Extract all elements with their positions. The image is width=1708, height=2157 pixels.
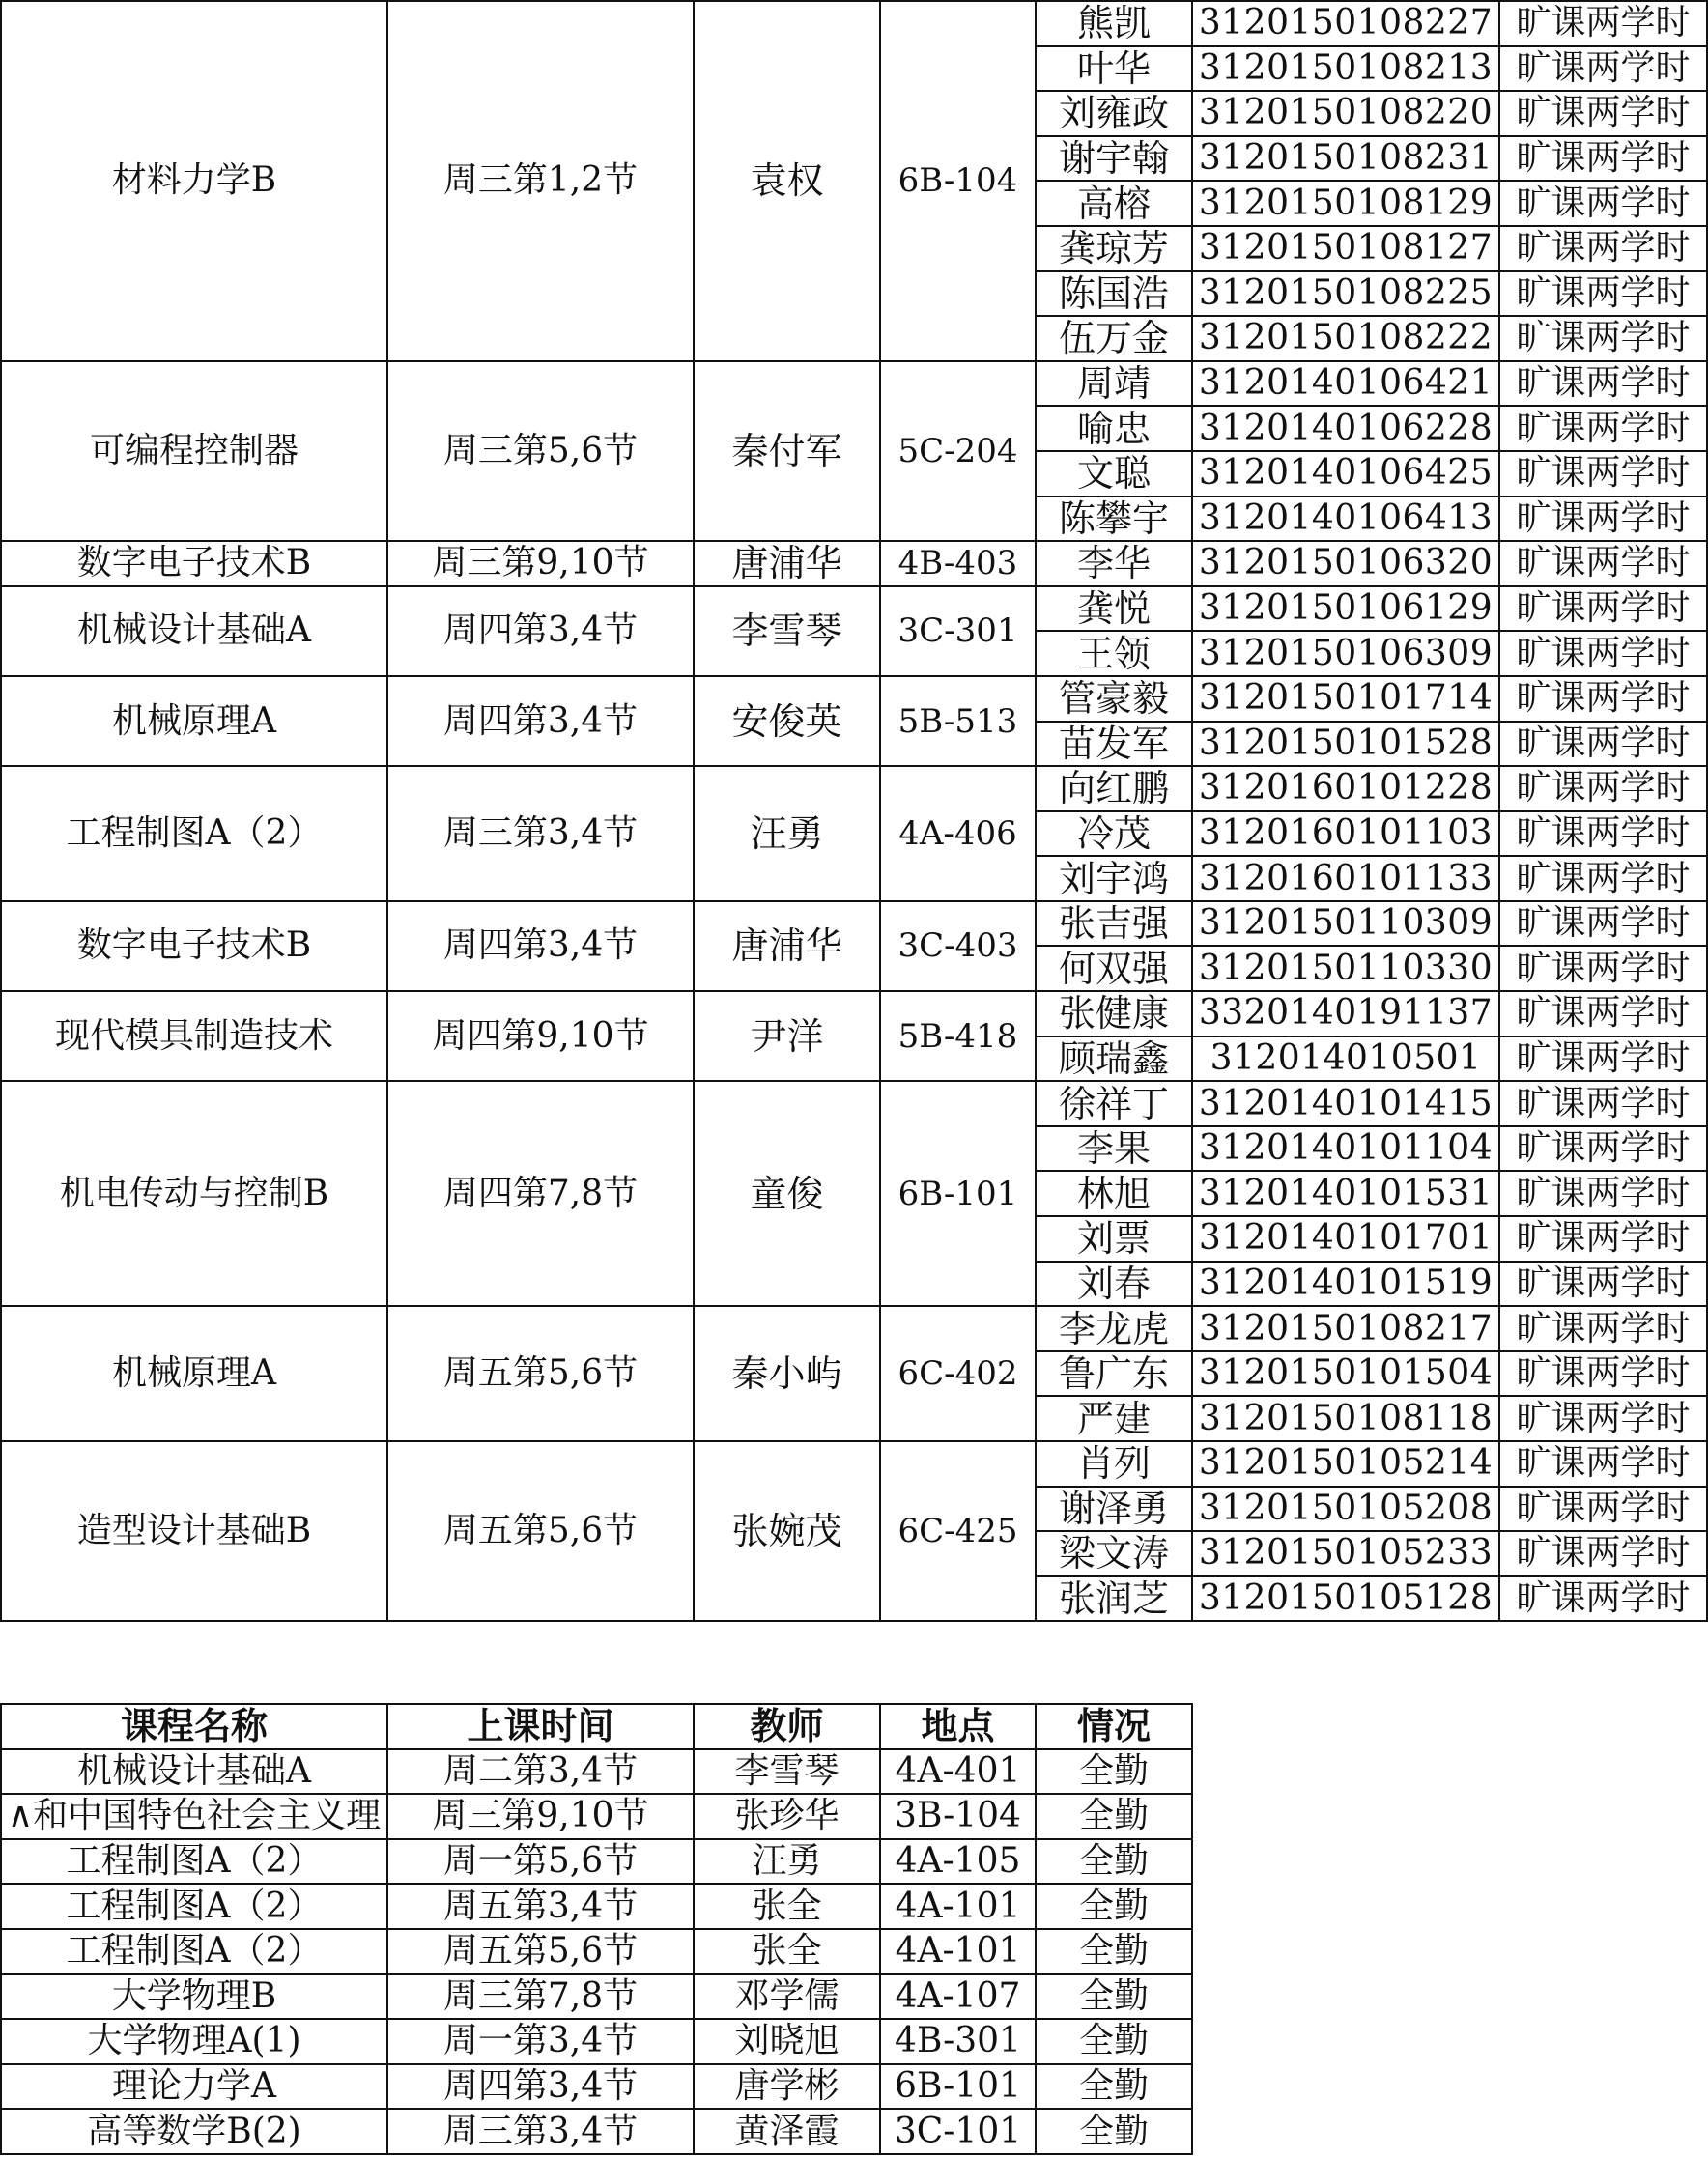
- course-cell: ∧和中国特色社会主义理: [1, 1794, 387, 1839]
- room-cell: 4A-107: [880, 1974, 1036, 2020]
- course-cell: 工程制图A（2）: [1, 1929, 387, 1974]
- status-cell: 旷课两学时: [1499, 586, 1707, 632]
- student-name-cell: 张健康: [1036, 991, 1192, 1036]
- table-row: [1, 1081, 1707, 1126]
- attendance-table-body: [1, 1749, 1192, 2154]
- room-cell: 6C-425: [880, 1441, 1036, 1621]
- student-id-cell: 3120140101519: [1192, 1262, 1499, 1307]
- student-name-cell: 梁文涛: [1036, 1531, 1192, 1576]
- student-name-cell: 李果: [1036, 1126, 1192, 1172]
- course-cell: 机械原理A: [1, 676, 387, 766]
- room-cell: 4A-101: [880, 1929, 1036, 1974]
- status-cell: 旷课两学时: [1499, 1216, 1707, 1262]
- student-name-cell: 王领: [1036, 631, 1192, 676]
- teacher-cell: 袁权: [694, 1, 880, 361]
- student-id-cell: 3120160101228: [1192, 766, 1499, 811]
- course-cell: 材料力学B: [1, 1, 387, 361]
- table-row: [1, 1974, 1192, 2020]
- room-cell: 6B-101: [880, 2064, 1036, 2110]
- header-course: 课程名称: [1, 1704, 387, 1749]
- status-cell: 旷课两学时: [1499, 226, 1707, 271]
- status-cell: 全勤: [1036, 1749, 1192, 1795]
- room-cell: 4B-403: [880, 541, 1036, 586]
- course-cell: 机电传动与控制B: [1, 1081, 387, 1306]
- student-id-cell: 3120140101104: [1192, 1126, 1499, 1172]
- table-row: [1, 766, 1707, 811]
- student-name-cell: 冷茂: [1036, 811, 1192, 857]
- teacher-cell: 尹洋: [694, 991, 880, 1081]
- student-name-cell: 谢泽勇: [1036, 1487, 1192, 1532]
- student-name-cell: 肖列: [1036, 1441, 1192, 1487]
- status-cell: 旷课两学时: [1499, 541, 1707, 586]
- student-id-cell: 3120150108118: [1192, 1396, 1499, 1441]
- table-row: [1, 1884, 1192, 1929]
- student-id-cell: 3120150108225: [1192, 271, 1499, 317]
- student-name-cell: 李华: [1036, 541, 1192, 586]
- student-id-cell: 3120150108127: [1192, 226, 1499, 271]
- student-name-cell: 高榕: [1036, 181, 1192, 226]
- course-cell: 工程制图A（2）: [1, 1839, 387, 1885]
- student-id-cell: 3120160101103: [1192, 811, 1499, 857]
- status-cell: 全勤: [1036, 1884, 1192, 1929]
- student-name-cell: 伍万金: [1036, 316, 1192, 361]
- status-cell: 全勤: [1036, 2064, 1192, 2110]
- time-cell: 周三第7,8节: [387, 1974, 694, 2020]
- table-row: [1, 2019, 1192, 2064]
- student-name-cell: 严建: [1036, 1396, 1192, 1441]
- room-cell: 6C-402: [880, 1306, 1036, 1441]
- status-cell: 旷课两学时: [1499, 1126, 1707, 1172]
- student-name-cell: 张吉强: [1036, 901, 1192, 947]
- time-cell: 周二第3,4节: [387, 1749, 694, 1795]
- teacher-cell: 汪勇: [694, 1839, 880, 1885]
- table-row: [1, 1749, 1192, 1795]
- course-cell: 高等数学B(2): [1, 2109, 387, 2154]
- student-name-cell: 苗发军: [1036, 722, 1192, 767]
- table-row: [1, 586, 1707, 632]
- teacher-cell: 童俊: [694, 1081, 880, 1306]
- course-cell: 机械设计基础A: [1, 586, 387, 676]
- student-id-cell: 3120140101415: [1192, 1081, 1499, 1126]
- status-cell: 旷课两学时: [1499, 451, 1707, 497]
- status-cell: 旷课两学时: [1499, 1531, 1707, 1576]
- status-cell: 旷课两学时: [1499, 1306, 1707, 1351]
- course-cell: 机械设计基础A: [1, 1749, 387, 1795]
- teacher-cell: 刘晓旭: [694, 2019, 880, 2064]
- table-row: [1, 991, 1707, 1036]
- course-cell: 造型设计基础B: [1, 1441, 387, 1621]
- student-name-cell: 周靖: [1036, 361, 1192, 407]
- absence-table-body: [1, 1, 1707, 1621]
- teacher-cell: 黄泽霞: [694, 2109, 880, 2154]
- student-name-cell: 熊凯: [1036, 1, 1192, 46]
- status-cell: 旷课两学时: [1499, 271, 1707, 317]
- table-row: [1, 541, 1707, 586]
- student-id-cell: 3120150108129: [1192, 181, 1499, 226]
- student-id-cell: 3120150108222: [1192, 316, 1499, 361]
- time-cell: 周一第3,4节: [387, 2019, 694, 2064]
- course-cell: 数字电子技术B: [1, 541, 387, 586]
- student-name-cell: 顾瑞鑫: [1036, 1036, 1192, 1082]
- room-cell: 6B-104: [880, 1, 1036, 361]
- student-name-cell: 叶华: [1036, 46, 1192, 92]
- table-row: [1, 2109, 1192, 2154]
- status-cell: 旷课两学时: [1499, 1, 1707, 46]
- student-id-cell: 3120150108213: [1192, 46, 1499, 92]
- room-cell: 3C-101: [880, 2109, 1036, 2154]
- student-name-cell: 何双强: [1036, 946, 1192, 991]
- student-id-cell: 3120150106129: [1192, 586, 1499, 632]
- student-id-cell: 3320140191137: [1192, 991, 1499, 1036]
- student-id-cell: 3120150110309: [1192, 901, 1499, 947]
- status-cell: 旷课两学时: [1499, 946, 1707, 991]
- student-name-cell: 喻忠: [1036, 406, 1192, 451]
- status-cell: 全勤: [1036, 1839, 1192, 1885]
- status-cell: 旷课两学时: [1499, 1262, 1707, 1307]
- student-name-cell: 谢宇翰: [1036, 136, 1192, 182]
- room-cell: 3C-301: [880, 586, 1036, 676]
- student-name-cell: 龚琼芳: [1036, 226, 1192, 271]
- student-name-cell: 管豪毅: [1036, 676, 1192, 722]
- teacher-cell: 张全: [694, 1884, 880, 1929]
- student-id-cell: 3120150105128: [1192, 1576, 1499, 1622]
- status-cell: 旷课两学时: [1499, 1396, 1707, 1441]
- attendance-header: [1, 1704, 1192, 1749]
- status-cell: 旷课两学时: [1499, 181, 1707, 226]
- teacher-cell: 李雪琴: [694, 586, 880, 676]
- table-row: [1, 1, 1707, 46]
- status-cell: 旷课两学时: [1499, 91, 1707, 136]
- table-row: [1, 1794, 1192, 1839]
- teacher-cell: 张全: [694, 1929, 880, 1974]
- student-id-cell: 3120140101701: [1192, 1216, 1499, 1262]
- status-cell: 旷课两学时: [1499, 1351, 1707, 1397]
- student-name-cell: 鲁广东: [1036, 1351, 1192, 1397]
- room-cell: 6B-101: [880, 1081, 1036, 1306]
- table-row: [1, 361, 1707, 407]
- student-id-cell: 3120140106421: [1192, 361, 1499, 407]
- student-id-cell: 3120150105214: [1192, 1441, 1499, 1487]
- room-cell: 3C-403: [880, 901, 1036, 991]
- student-name-cell: 龚悦: [1036, 586, 1192, 632]
- student-name-cell: 刘雍政: [1036, 91, 1192, 136]
- room-cell: 4A-406: [880, 766, 1036, 901]
- student-id-cell: 3120150108231: [1192, 136, 1499, 182]
- time-cell: 周三第3,4节: [387, 2109, 694, 2154]
- student-id-cell: 3120150105233: [1192, 1531, 1499, 1576]
- status-cell: 旷课两学时: [1499, 1081, 1707, 1126]
- status-cell: 旷课两学时: [1499, 1441, 1707, 1487]
- student-name-cell: 张润芝: [1036, 1576, 1192, 1622]
- status-cell: 旷课两学时: [1499, 1576, 1707, 1622]
- student-id-cell: 3120150101528: [1192, 722, 1499, 767]
- time-cell: 周四第3,4节: [387, 676, 694, 766]
- course-cell: 机械原理A: [1, 1306, 387, 1441]
- student-id-cell: 3120150105208: [1192, 1487, 1499, 1532]
- teacher-cell: 汪勇: [694, 766, 880, 901]
- table-row: [1, 2064, 1192, 2110]
- room-cell: 5B-513: [880, 676, 1036, 766]
- status-cell: 旷课两学时: [1499, 1171, 1707, 1216]
- status-cell: 全勤: [1036, 1974, 1192, 2020]
- student-id-cell: 3120150108220: [1192, 91, 1499, 136]
- student-id-cell: 3120150106309: [1192, 631, 1499, 676]
- status-cell: 旷课两学时: [1499, 722, 1707, 767]
- teacher-cell: 李雪琴: [694, 1749, 880, 1795]
- student-id-cell: 3120150108227: [1192, 1, 1499, 46]
- status-cell: 全勤: [1036, 1794, 1192, 1839]
- status-cell: 旷课两学时: [1499, 901, 1707, 947]
- student-id-cell: 3120150108217: [1192, 1306, 1499, 1351]
- teacher-cell: 秦小屿: [694, 1306, 880, 1441]
- status-cell: 旷课两学时: [1499, 1487, 1707, 1532]
- table-row: [1, 1306, 1707, 1351]
- status-cell: 旷课两学时: [1499, 766, 1707, 811]
- status-cell: 旷课两学时: [1499, 406, 1707, 451]
- time-cell: 周五第3,4节: [387, 1884, 694, 1929]
- table-row: [1, 676, 1707, 722]
- course-cell: 可编程控制器: [1, 361, 387, 541]
- room-cell: 4A-401: [880, 1749, 1036, 1795]
- room-cell: 4A-101: [880, 1884, 1036, 1929]
- table-row: [1, 1929, 1192, 1974]
- attendance-table: [0, 1703, 1193, 2155]
- course-cell: 大学物理A(1): [1, 2019, 387, 2064]
- course-cell: 工程制图A（2）: [1, 1884, 387, 1929]
- attendance-header-row: [1, 1704, 1192, 1749]
- student-name-cell: 陈攀宇: [1036, 497, 1192, 542]
- teacher-cell: 张珍华: [694, 1794, 880, 1839]
- status-cell: 旷课两学时: [1499, 497, 1707, 542]
- time-cell: 周五第5,6节: [387, 1441, 694, 1621]
- student-id-cell: 3120150101504: [1192, 1351, 1499, 1397]
- room-cell: 4B-301: [880, 2019, 1036, 2064]
- course-cell: 现代模具制造技术: [1, 991, 387, 1081]
- student-name-cell: 刘春: [1036, 1262, 1192, 1307]
- student-name-cell: 文聪: [1036, 451, 1192, 497]
- course-cell: 数字电子技术B: [1, 901, 387, 991]
- teacher-cell: 唐学彬: [694, 2064, 880, 2110]
- student-id-cell: 3120150110330: [1192, 946, 1499, 991]
- status-cell: 旷课两学时: [1499, 316, 1707, 361]
- student-id-cell: 3120150101714: [1192, 676, 1499, 722]
- table-row: [1, 1441, 1707, 1487]
- header-time: 上课时间: [387, 1704, 694, 1749]
- teacher-cell: 唐浦华: [694, 901, 880, 991]
- course-cell: 理论力学A: [1, 2064, 387, 2110]
- time-cell: 周四第7,8节: [387, 1081, 694, 1306]
- status-cell: 旷课两学时: [1499, 136, 1707, 182]
- teacher-cell: 秦付军: [694, 361, 880, 541]
- student-id-cell: 3120160101133: [1192, 856, 1499, 901]
- teacher-cell: 张婉茂: [694, 1441, 880, 1621]
- status-cell: 旷课两学时: [1499, 811, 1707, 857]
- status-cell: 旷课两学时: [1499, 676, 1707, 722]
- status-cell: 旷课两学时: [1499, 46, 1707, 92]
- student-name-cell: 刘票: [1036, 1216, 1192, 1262]
- room-cell: 3B-104: [880, 1794, 1036, 1839]
- teacher-cell: 唐浦华: [694, 541, 880, 586]
- time-cell: 周三第9,10节: [387, 541, 694, 586]
- time-cell: 周五第5,6节: [387, 1306, 694, 1441]
- student-id-cell: 3120140106425: [1192, 451, 1499, 497]
- time-cell: 周三第5,6节: [387, 361, 694, 541]
- time-cell: 周五第5,6节: [387, 1929, 694, 1974]
- room-cell: 5B-418: [880, 991, 1036, 1081]
- time-cell: 周三第9,10节: [387, 1794, 694, 1839]
- status-cell: 旷课两学时: [1499, 991, 1707, 1036]
- student-name-cell: 陈国浩: [1036, 271, 1192, 317]
- time-cell: 周三第3,4节: [387, 766, 694, 901]
- header-room: 地点: [880, 1704, 1036, 1749]
- status-cell: 全勤: [1036, 2019, 1192, 2064]
- course-cell: 工程制图A（2）: [1, 766, 387, 901]
- teacher-cell: 安俊英: [694, 676, 880, 766]
- time-cell: 周一第5,6节: [387, 1839, 694, 1885]
- student-id-cell: 3120150106320: [1192, 541, 1499, 586]
- student-id-cell: 312014010501: [1192, 1036, 1499, 1082]
- student-id-cell: 3120140106228: [1192, 406, 1499, 451]
- status-cell: 全勤: [1036, 1929, 1192, 1974]
- room-cell: 5C-204: [880, 361, 1036, 541]
- status-cell: 旷课两学时: [1499, 631, 1707, 676]
- header-teacher: 教师: [694, 1704, 880, 1749]
- student-name-cell: 李龙虎: [1036, 1306, 1192, 1351]
- student-name-cell: 刘宇鸿: [1036, 856, 1192, 901]
- status-cell: 旷课两学时: [1499, 1036, 1707, 1082]
- time-cell: 周四第3,4节: [387, 901, 694, 991]
- time-cell: 周四第3,4节: [387, 586, 694, 676]
- student-id-cell: 3120140101531: [1192, 1171, 1499, 1216]
- student-name-cell: 徐祥丁: [1036, 1081, 1192, 1126]
- status-cell: 旷课两学时: [1499, 361, 1707, 407]
- student-id-cell: 3120140106413: [1192, 497, 1499, 542]
- table-row: [1, 901, 1707, 947]
- status-cell: 全勤: [1036, 2109, 1192, 2154]
- header-status: 情况: [1036, 1704, 1192, 1749]
- student-name-cell: 林旭: [1036, 1171, 1192, 1216]
- course-cell: 大学物理B: [1, 1974, 387, 2020]
- room-cell: 4A-105: [880, 1839, 1036, 1885]
- table-row: [1, 1839, 1192, 1885]
- time-cell: 周三第1,2节: [387, 1, 694, 361]
- student-name-cell: 向红鹏: [1036, 766, 1192, 811]
- teacher-cell: 邓学儒: [694, 1974, 880, 2020]
- status-cell: 旷课两学时: [1499, 856, 1707, 901]
- time-cell: 周四第9,10节: [387, 991, 694, 1081]
- time-cell: 周四第3,4节: [387, 2064, 694, 2110]
